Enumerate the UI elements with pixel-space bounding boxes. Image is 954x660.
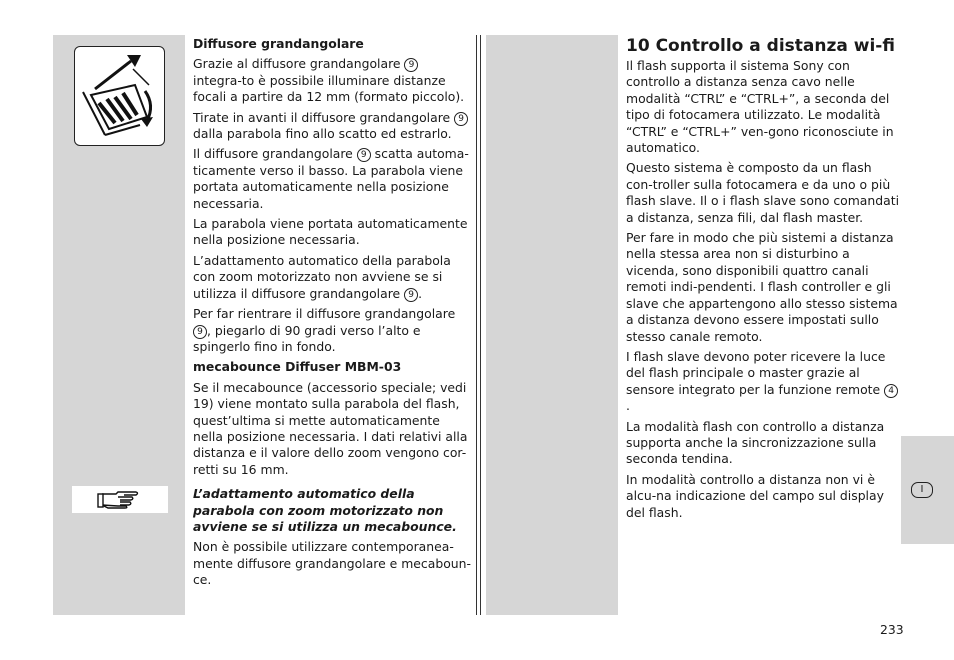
section-title-diffuser: Diffusore grandangolare [193,36,364,51]
paragraph: Il diffusore grandangolare 9 scatta automa-ticamente verso il basso. La parabola viene portata automaticamente nella posizione necessaria. [193,146,469,211]
pointing-hand-icon [72,486,168,513]
section-heading: 10 Controllo a distanza wi-fi [626,36,895,56]
right-text-column [626,36,900,525]
diffuser-illustration [74,46,165,146]
note-box [72,486,168,513]
paragraph: Grazie al diffusore grandangolare 9 integra-to è possibile illuminare distanze focali a partire da 12 mm (formato piccolo). [193,56,465,105]
note-text: L’adattamento automatico della parabola con zoom motorizzato non avviene se si utilizza un mecabounce. [193,486,457,534]
paragraph: L’adattamento automatico della parabola con zoom motorizzato non avviene se si utilizza il diffusore grandangolare 9 . [193,252,451,301]
paragraph: Questo sistema è composto da un flash con-troller sulla fotocamera e da uno o più flash slave. Il o i flash slave sono comandati a distanza, senza fili, dal flash master. [626,160,900,225]
ref-number: 4 [884,384,898,398]
ref-number: 9 [193,325,207,339]
paragraph: In modalità controllo a distanza non vi è alcu-na indicazione del campo sul display del flash. [626,471,884,520]
paragraph: La parabola viene portata automaticamente nella posizione necessaria. [193,216,468,248]
paragraph: Il flash supporta il sistema Sony con controllo a distanza senza cavo nelle modalità “CTRL” e “CTRL+”, a seconda del tipo di fotocamera utilizzato. Le modalità “CTRL” e “CTRL+” ven-gono riconosciute in automatico. [626,58,894,156]
ref-number: 9 [357,148,371,162]
ref-number: 9 [404,288,418,302]
wide-angle-diffuser-icon [75,47,164,145]
column-divider-2 [480,35,481,615]
ref-number: 9 [454,112,468,126]
ref-number: 9 [404,58,418,72]
left-text-column [193,36,471,593]
paragraph: Per far rientrare il diffusore grandangolare 9 , piegarlo di 90 gradi verso l’alto e spingerlo fino in fondo. [193,306,456,354]
paragraph: La modalità flash con controllo a distanza supporta anche la sincronizzazione sulla seconda tendina. [626,418,885,467]
paragraph: Se il mecabounce (accessorio speciale; vedi 19) viene montato sulla parabola del flash, quest’ultima si mette automaticamente nella posizione necessaria. I dati relativi alla distanza e il valore dello zoom vengono cor-retti su 16 mm. [193,379,468,477]
paragraph: I flash slave devono poter ricevere la luce del flash principale o master grazie al sensore integrato per la funzione remote 4. [626,349,900,415]
page-number: 233 [880,622,904,637]
paragraph: Per fare in modo che più sistemi a distanza nella stessa area non si disturbino a vicenda, sono disponibili quattro canali remoti indi-pendenti. I flash controller e gli slave che appartengono allo stesso sistema a distanza devono essere impostati sullo stesso canale remoto. [626,230,898,344]
column-divider [476,35,477,615]
paragraph: Tirate in avanti il diffusore grandangolare 9 dalla parabola fino allo scatto ed estrarlo. [193,110,471,143]
middle-margin-strip [486,35,618,615]
paragraph: Non è possibile utilizzare contemporanea-mente diffusore grandangolare e mecaboun-ce. [193,539,471,588]
language-badge: I [911,482,933,498]
section-title-mecabounce: mecabounce Diffuser MBM-03 [193,359,402,375]
